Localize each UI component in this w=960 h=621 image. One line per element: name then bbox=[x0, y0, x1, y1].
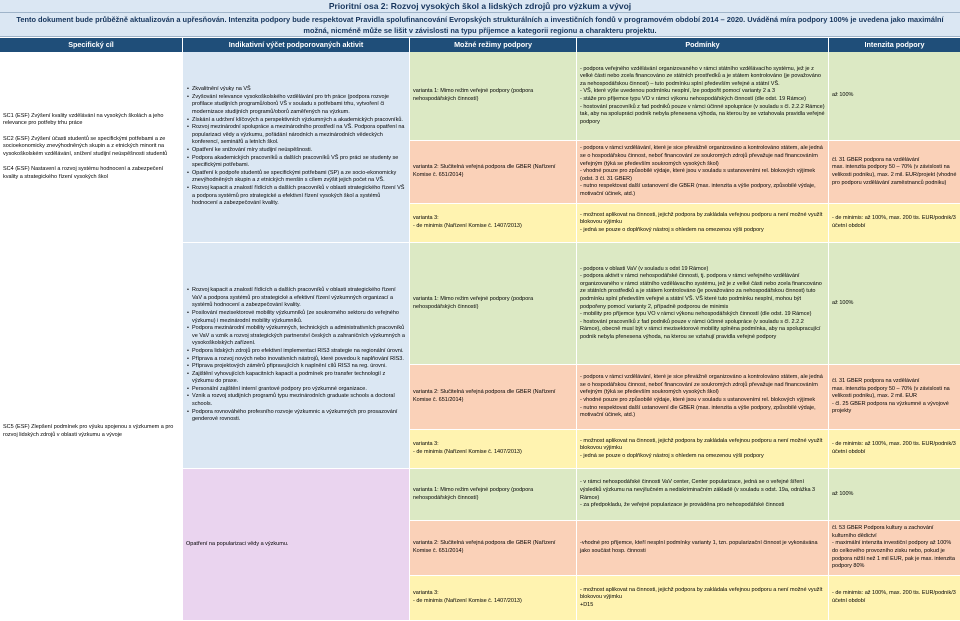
activity-item: • Podpora mezinárodní mobility výzkumných, technických a administrativních pracovníků ve VaV a vznik a rozvoj strategických partnerství českých a zahraničních výzkumných a vysokoškolských zařízení. bbox=[192, 325, 406, 348]
condition-text: - jedná se pouze o doplňkový nástroj s ohledem na omezenou výši podpory bbox=[580, 452, 764, 459]
activities-list bbox=[186, 86, 406, 208]
condition-text: - v rámci nehospodářské činnosti VaV center, Center popularizace, jedná se o veřejné šíření výsledků výzkumu na nevýlučném a nediskriminačním základě (v souladu s odst. 19a, odrážka 3 Rámce) bbox=[580, 479, 816, 501]
activity-item: • Rozvoj kapacit a znalostí řídících a dalších pracovníků v oblasti strategického řízení VŠ a podpora systémů pro strategické a efektivní řízení vysokých škol a systémů hodnocení a zabezpečování kvality. bbox=[192, 185, 406, 208]
condition-text: - podpora veřejného vzdělávání organizovaného v rámci státního vzdělávacího systému, jež je z velké části nebo zcela financováno ze státních prostředků a je státem kontrolováno (je považováno za nehospodářskou činnost) – tuto podmínku splní především veřejné a státní VŠ. bbox=[580, 65, 821, 87]
activity-item: • Vznik a rozvoj studijních programů typu mezinárodních graduate schools a doctoral schools. bbox=[192, 393, 406, 408]
intensity-text: až 100% bbox=[832, 92, 854, 99]
intensity-cell bbox=[829, 243, 960, 365]
intensity-cell bbox=[829, 52, 960, 141]
intensity-cell bbox=[829, 204, 960, 243]
notice-text: Tento dokument bude průběžně aktualizován a upřesňován. Intenzita podpory bude respektovat Pravidla spolufinancování Evropských strukturálních a investičních fondů v programovém období 2014 – 2020. Uváděná míra podpory 100% je uvedena jako maximální možná, nicméně může se lišit v závislosti na typu příjemce a kategorii regionu a charakteru projektu. bbox=[0, 13, 960, 37]
regime-cell: varianta 3: - de minimis (Nařízení Komise č. 1407/2013) bbox=[410, 430, 577, 469]
activities-cell bbox=[183, 469, 410, 621]
condition-text: - hostování pracovníků z fad podniků pouze v rámci účinné spolupráce (v souladu s čl. 2.2.2 Rámce) tak, aby na spolupráci podnik nebyla přenesena výhoda, na kterou by se vztahovala pravidla veřejné podpory bbox=[580, 103, 825, 125]
goals-cell bbox=[0, 243, 183, 621]
condition-text: - možnost aplikovat na činnosti, jejichž podpora by zakládala veřejnou podporu a není možné využít blokovou výjimku bbox=[580, 211, 823, 226]
condition-text: - za předpokladu, že veřejné popularizace je prováděna pro nehospodářské činnosti bbox=[580, 502, 785, 509]
activity-item: • Personální zajištění interní grantové podpory pro výzkumné organizace. bbox=[192, 386, 406, 394]
activity-item: • Podpora akademických pracovníků a dalších pracovníků VŠ pro práci se studenty se specifickými potřebami. bbox=[192, 155, 406, 170]
regime-cell: varianta 2: Slučitelná veřejná podpora dle GBER (Nařízení Komise č. 651/2014) bbox=[410, 141, 577, 204]
activity-item: • Podpora lidských zdrojů pro efektivní implementaci RIS3 strategie na regionální úrovni. bbox=[192, 348, 406, 356]
condition-text: +D15 bbox=[580, 601, 594, 608]
column-header-intensity: Intenzita podpory bbox=[829, 38, 960, 52]
activity-item: • Příprava a rozvoj nových nebo inovativních nástrojů, které povedou k naplňování RIS3. bbox=[192, 356, 406, 364]
intensity-text: max. intenzita podpory 50 – 70% (v závislosti na velikosti podniku), max. 2 mil. EUR bbox=[832, 385, 950, 400]
intensity-text: - de minimis: až 100%, max. 200 tis. EUR/podnik/3 účetní období bbox=[832, 590, 956, 604]
column-header-conditions: Podmínky bbox=[577, 38, 829, 52]
intensity-cell bbox=[829, 365, 960, 430]
condition-text: - vhodné pouze pro způsobilé výdaje, které jsou v souladu s ustanoveními rel. blokových výjimek (odst. 3 čl. 31 GBER) bbox=[580, 168, 816, 182]
intensity-text: max. intenzita podpory 50 – 70% (v závislosti na velikosti podniku), max. 2 mil. EUR/projekt (vhodné pro podporu vzdělávání zaměstnanců podniku) bbox=[832, 164, 957, 186]
activity-item: • Opatření ke snižování míry studijní neúspěšnosti. bbox=[192, 147, 406, 155]
intensity-text: čl. 31 GBER podpora na vzdělávání bbox=[832, 378, 920, 385]
intensity-cell bbox=[829, 141, 960, 204]
intensity-text: až 100% bbox=[832, 490, 854, 497]
condition-text: - možnost aplikovat na činnosti, jejichž podpora by zakládala veřejnou podporu a není možné využít blokovou výjimku bbox=[580, 586, 823, 601]
activities-list bbox=[186, 287, 406, 424]
intensity-text: - čl. 25 GBER podpora na výzkumné a vývojové projekty bbox=[832, 400, 949, 415]
conditions-cell bbox=[577, 469, 829, 521]
conditions-cell bbox=[577, 52, 829, 141]
goal-text: SC4 (ESF) Nastavení a rozvoj systému hodnocení a zabezpečení kvality a strategického řízení vysokých škol bbox=[3, 165, 164, 180]
regime-cell: varianta 1: Mimo režim veřejné podpory (podpora nehospodářských činností) bbox=[410, 469, 577, 521]
goal-text: SC5 (ESF) Zlepšení podmínek pro výuku spojenou s výzkumem a pro rozvoj lidských zdrojů v oblasti výzkumu a vývoje bbox=[3, 423, 174, 438]
intensity-cell bbox=[829, 521, 960, 576]
conditions-cell bbox=[577, 204, 829, 243]
condition-text: -vhodné pro příjemce, kteří nesplní podmínky varianty 1, tzn. popularizační činnost je vykonávána jako součást hosp. činnosti bbox=[580, 540, 818, 554]
condition-text: - hostování pracovníků z fad podniků pouze v rámci účinné spolupráce (v souladu s čl. 2.2.2 Rámce), obecně musí být v rámci mezisektorové mobility splněna podmínka, aby na spolupracující podnik nebyla přenesena výhoda, na kterou se vztahují pravidla veřejné podpory bbox=[580, 318, 821, 340]
regime-cell: varianta 1: Mimo režim veřejné podpory (podpora nehospodářských činností) bbox=[410, 243, 577, 365]
regime-cell: varianta 2: Slučitelná veřejná podpora dle GBER (Nařízení Komise č. 651/2014) bbox=[410, 365, 577, 430]
conditions-cell bbox=[577, 430, 829, 469]
condition-text: - podpora v rámci vzdělávání, které je sice převážně organizováno a kontrolováno státem, ale jedná se o hospodářskou činnost, neboť financování ze soukromých zdrojů převažuje nad financováním veřejným (týká se především soukromých vysokých škol) bbox=[580, 145, 823, 167]
conditions-cell bbox=[577, 521, 829, 576]
activity-item: • Získání a udržení klíčových a perspektivních výzkumných a akademických pracovníků. bbox=[192, 117, 406, 125]
intensity-text: - de minimis: až 100%, max. 200 tis. EUR/podnik/3 účetní období bbox=[832, 215, 956, 229]
activity-item: • Zajištění vyhovujících kapacitních kapacit a podmínek pro transfer technologií z výzkumu do praxe. bbox=[192, 371, 406, 386]
activity-item: • Opatření k podpoře studentů se specifickými potřebami (SP) a ze socio-ekonomicky znevýhodněných skupin a z etnických menšin s cílem zvýšit jejich počet na VŠ. bbox=[192, 170, 406, 185]
intensity-text: - de minimis: až 100%, max. 200 tis. EUR/podnik/3 účetní období bbox=[832, 441, 956, 455]
condition-text: - jedná se pouze o doplňkový nástroj s ohledem na omezenou výši podpory bbox=[580, 226, 764, 233]
condition-text: - podpora v oblasti VaV (v souladu s odst 19 Rámce) bbox=[580, 265, 709, 272]
condition-text: - stáže pro příjemce typu VO v rámci výkonu nehospodářských činností (dle odst. 19 Rámce) bbox=[580, 96, 806, 102]
activity-item: • Podpora rovnováhého profesního rozvoje výzkumnic a výzkumných pro prosazování genderové rovnosti. bbox=[192, 409, 406, 424]
activity-item: • Příprava projektových záměrů připravujících k naplnění cílů RIS3 na reg. úrovni. bbox=[192, 363, 406, 371]
condition-text: - nutno respektovat další ustanovení dle GBER (max. intenzita a výše podpory, způsobilé výdaje, motivační účinek, atd.) bbox=[580, 404, 816, 419]
intensity-text: až 100% bbox=[832, 299, 854, 306]
goal-text: SC2 (ESF) Zvýšení účasti studentů se specifickými potřebami a ze socioekonomicky znevýhodněných skupin a z etnických minorit na vysokoškolském vzdělávání, snížení studijní neúspěšnosti studentů bbox=[3, 135, 168, 157]
activities-cell bbox=[183, 243, 410, 469]
conditions-cell bbox=[577, 243, 829, 365]
activity-item: • Rozvoj kapacit a znalostí řídících a dalších pracovníků v oblasti strategického řízení VaV a podpora systémů pro strategické a efektivní řízení výzkumných organizací a systémů hodnocení a zabezpečování kvality. bbox=[192, 287, 406, 310]
condition-text: - podpora v rámci vzdělávání, které je sice převážně organizováno a kontrolováno státem, ale jedná se o hospodářskou činnost, neboť financování ze soukromých zdrojů převažuje nad financováním veřejným (týká se především soukromých vysokých škol) bbox=[580, 374, 823, 396]
intensity-cell bbox=[829, 430, 960, 469]
activity-item: • Rozvoj mezinárodní spolupráce a mezinárodního prostředí na VŠ. Podpora opatření na popularizaci vědy a výzkumu, pořádání národních a mezinárodních vědeckých konferencí, seminářů a letních škol. bbox=[192, 124, 406, 147]
condition-text: - podpora aktivit v rámci nehospodářské činnosti, tj. podpora v rámci veřejného vzdělávání organizovaného v rámci státního vzdělávacího systému, jež je z velké části nebo zcela financováno ze státních prostředků a je státem kontrolováno (je považováno za nehospodářskou činnost) tuto podmínku splní především veřejné a státní VŠ. VŠ které tuto podmínku nesplní, mohou být podpořeny pomocí varianty 2, případně podporou de minimis bbox=[580, 273, 822, 310]
condition-text: - VŠ, které výše uvedenou podmínku nesplní, lze podpořit pomocí varianty 2 a 3 bbox=[580, 88, 776, 95]
condition-text: - nutno respektovat další ustanovení dle GBER (max. intenzita a výše podpory, způsobilé výdaje, motivační účinek, atd.) bbox=[580, 183, 816, 197]
conditions-cell bbox=[577, 576, 829, 621]
regime-cell: varianta 2: Slučitelná veřejná podpora dle GBER (Nařízení Komise č. 651/2014) bbox=[410, 521, 577, 576]
column-header-goal: Specifický cíl bbox=[0, 38, 183, 52]
conditions-cell bbox=[577, 141, 829, 204]
regime-cell: varianta 1: Mimo režim veřejné podpory (podpora nehospodářských činností) bbox=[410, 52, 577, 141]
condition-text: - vhodné pouze pro způsobilé výdaje, které jsou v souladu s ustanoveními rel. blokových výjimek bbox=[580, 397, 816, 403]
activity-item: • Zkvalitnění výuky na VŠ bbox=[192, 86, 406, 94]
activity-item: • Zvyšování relevance vysokoškolského vzdělávání pro trh práce (podpora rozvoje profilace studijních programů/oborů VŠ v souladu s potřebami trhu, vytvoření či modernizace studijních programů/oborů zaměřených na výzkum. bbox=[192, 94, 406, 117]
column-header-regimes: Možné režimy podpory bbox=[410, 38, 577, 52]
conditions-cell bbox=[577, 365, 829, 430]
intensity-text: čl. 53 GBER Podpora kultury a zachování kulturního dědictví bbox=[832, 525, 934, 539]
activities-cell bbox=[183, 52, 410, 243]
column-header-activities: Indikativní výčet podporovaných aktivit bbox=[183, 38, 410, 52]
activity-item: Opatření na popularizaci vědy a výzkumu. bbox=[186, 540, 289, 547]
condition-text: - možnost aplikovat na činnosti, jejichž podpora by zakládala veřejnou podporu a není možné využít blokovou výjimku bbox=[580, 437, 823, 452]
goals-cell bbox=[0, 52, 183, 243]
regime-cell: varianta 3: - de minimis (Nařízení Komise č. 1407/2013) bbox=[410, 204, 577, 243]
activity-item: • Posilování mezisektorové mobility výzkumníků (ze soukromého sektoru do veřejného výzkumu) i mezinárodní mobility výzkumníků. bbox=[192, 310, 406, 325]
intensity-cell bbox=[829, 576, 960, 621]
intensity-text: čl. 31 GBER podpora na vzdělávání bbox=[832, 156, 920, 163]
page-title: Prioritní osa 2: Rozvoj vysokých škol a lidských zdrojů pro výzkum a vývoj bbox=[0, 0, 960, 13]
condition-text: - mobility pro příjemce typu VO v rámci výkonu nehospodářských činností (dle odst. 19 Rámce) bbox=[580, 311, 812, 318]
regime-cell: varianta 3: - de minimis (Nařízení Komise č. 1407/2013) bbox=[410, 576, 577, 621]
intensity-cell bbox=[829, 469, 960, 521]
intensity-text: - maximální intenzita investiční podpory až 100% do celkového provozního zisku nebo, pokud je podpora nižší než 1 mil EUR, pak je max. intenzita podpory 80% bbox=[832, 540, 955, 570]
goal-text: SC1 (ESF) Zvýšení kvality vzdělávání na vysokých školách a jeho relevance pro potřeby trhu práce bbox=[3, 112, 164, 127]
